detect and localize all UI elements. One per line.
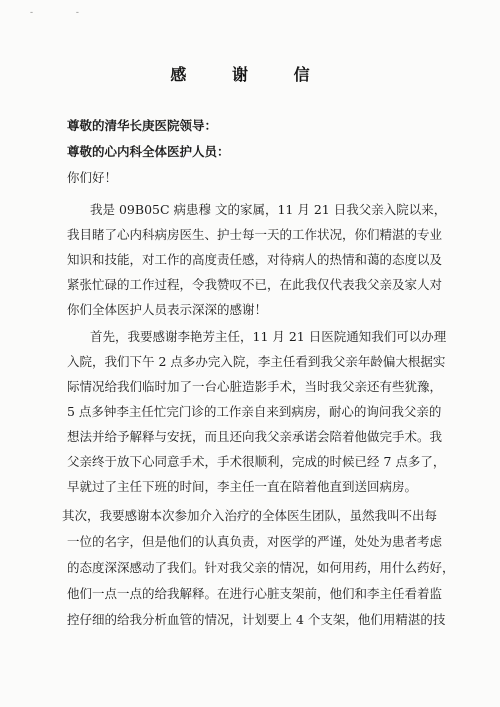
paragraph-1-line-2: 我目睹了心内科病房医生、护士每一天的工作状况，你们精湛的专业 — [67, 227, 443, 242]
paragraph-2-line-2: 入院，我们下午 2 点多办完入院，李主任看到我父亲年龄偏大根据实 — [67, 354, 446, 369]
paragraph-2-line-1: 首先，我要感谢李艳芳主任，11 月 21 日医院通知我们可以办理 — [90, 329, 447, 344]
paragraph-3-line-4: 他们一点一点的给我解释。在进行心脏支架前，他们和李主任看着监 — [67, 586, 443, 601]
scan-marks: - - — [30, 8, 99, 18]
paragraph-2-line-7: 早就过了主任下班的时间，李主任一直在陪着他直到送回病房。 — [67, 479, 418, 494]
paragraph-2-line-3: 际情况给我们临时加了一台心脏造影手术，当时我父亲还有些犹豫， — [67, 379, 443, 394]
salutation-cardiology-staff: 尊敬的心内科全体医护人员： — [67, 144, 230, 159]
paragraph-3-line-3: 的态度深深感动了我们。针对我父亲的情况，如何用药，用什么药好， — [67, 560, 455, 575]
paragraph-2-line-4: 5 点多钟李主任忙完门诊的工作亲自来到病房，耐心的询问我父亲的 — [67, 404, 442, 419]
paragraph-1-line-4: 紧张忙碌的工作过程，令我赞叹不已，在此我仅代表我父亲及家人对 — [67, 277, 443, 292]
paragraph-1-line-3: 知识和技能，对工作的高度责任感，对待病人的热情和蔼的态度以及 — [67, 252, 443, 267]
paragraph-1-line-1: 我是 09B05C 病患穆 文的家属，11 月 21 日我父亲入院以来， — [90, 202, 447, 217]
salutation-hospital-leaders: 尊敬的清华长庚医院领导： — [67, 118, 218, 133]
paragraph-1-line-5: 你们全体医护人员表示深深的感谢！ — [67, 302, 268, 317]
letter-title: 感 谢 信 — [170, 65, 330, 84]
paragraph-3-line-5: 控仔细的给我分析血管的情况，计划要上 4 个支架，他们用精湛的技 — [67, 612, 446, 627]
paragraph-3-line-1: 其次，我要感谢本次参加介入治疗的全体医生团队，虽然我叫不出每 — [62, 508, 438, 523]
paragraph-3-line-2: 一位的名字，但是他们的认真负责，对医学的严谨，处处为患者考虑 — [67, 534, 443, 549]
paragraph-2-line-6: 父亲终于放下心同意手术，手术很顺利，完成的时候已经 7 点多了， — [67, 454, 446, 469]
greeting: 你们好！ — [67, 170, 118, 185]
paragraph-2-line-5: 想法并给予解释与安抚，而且还向我父亲承诺会陪着他做完手术。我 — [67, 429, 443, 444]
